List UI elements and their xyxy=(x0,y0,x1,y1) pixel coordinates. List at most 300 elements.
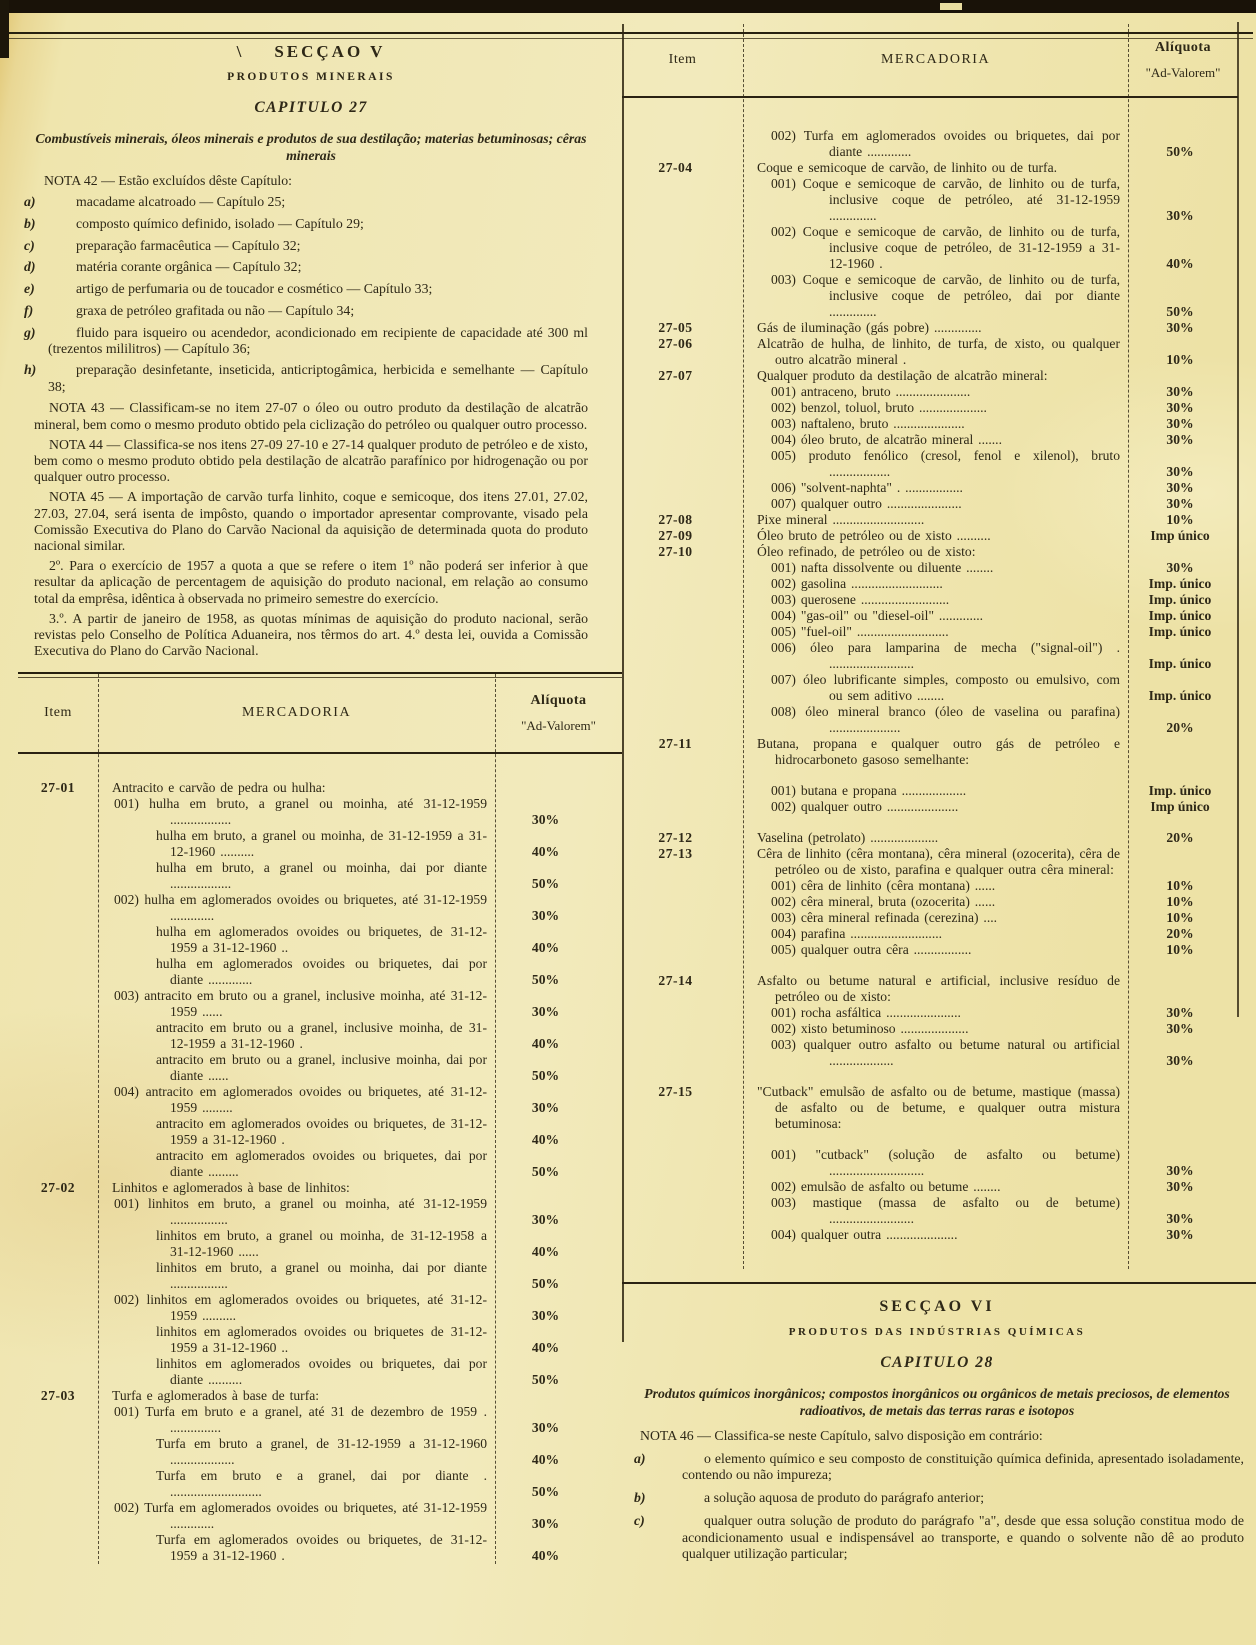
note-paragraph: 2º. Para o exercício de 1957 a quota a que se refere o item 1º não poderá ser inferior à que resultar da aplicação de percentagem de aquisição do produto nacional, em relação ao consumo total da emprêsa, idêntica à observada no primeiro semestre do exercício. xyxy=(34,558,588,606)
note-item-label: c) xyxy=(24,237,35,253)
table-row xyxy=(622,272,1238,320)
rate-value: 30% xyxy=(1166,560,1194,575)
subitem-number: 004) xyxy=(771,432,796,447)
rate-value: 30% xyxy=(531,908,560,924)
table-row xyxy=(18,1260,622,1292)
item-code: 27-08 xyxy=(658,512,693,527)
table-row xyxy=(622,1021,1238,1037)
subitem-number: 007) xyxy=(771,496,796,511)
note-item-label: f) xyxy=(24,302,34,318)
header-aliquota-line1: Alíquota xyxy=(1154,39,1212,55)
mercadoria-text: 002) benzol, toluol, bruto .................... xyxy=(771,400,987,415)
subitem-number: 008) xyxy=(771,704,796,719)
header-aliquota-line2: "Ad-Valorem" xyxy=(521,717,596,733)
chapter-description: Produtos químicos inorgânicos; compostos inorgânicos ou orgânicos de metais preciosos, de elementos radioativos, de metais das terras raras e isotopos xyxy=(644,1385,1230,1418)
mercadoria-text: 001) Coque e semicoque de carvão, de linhito ou de turfa, inclusive coque de petróleo, até 31-12-1959 .............. xyxy=(771,176,1120,223)
table-row xyxy=(18,1500,622,1532)
header-aliquota xyxy=(1128,40,1238,81)
table-row xyxy=(622,224,1238,272)
subitem-number: 001) xyxy=(771,1147,796,1162)
mercadoria-text: 002) emulsão de asfalto ou betume ........ xyxy=(771,1179,1001,1194)
left-table-column-rule-2 xyxy=(495,674,496,1564)
mercadoria-text: 002) Turfa em aglomerados ovoides ou briquetes, até 31-12-1959 ............. xyxy=(114,1500,487,1532)
table-row xyxy=(622,336,1238,368)
note-item-label: a) xyxy=(24,194,36,210)
table-row xyxy=(622,176,1238,224)
header-aliquota-line1: Alíquota xyxy=(530,692,587,708)
table-row xyxy=(18,1116,622,1148)
rate-value: 30% xyxy=(1166,384,1194,399)
mercadoria-text: hulha em bruto, a granel ou moinha, dai por diante .................. xyxy=(156,860,487,892)
table-row xyxy=(18,1052,622,1084)
table-row xyxy=(622,672,1238,704)
mercadoria-text: antracito em aglomerados ovoides ou briquetes, dai por diante ......... xyxy=(156,1148,487,1180)
mercadoria-text: Óleo bruto de petróleo ou de xisto .......... xyxy=(757,528,991,543)
rate-value: 10% xyxy=(1166,878,1194,893)
table-row xyxy=(18,860,622,892)
right-tariff-table xyxy=(622,24,1238,1269)
table-row xyxy=(622,1037,1238,1069)
subitem-number: 006) xyxy=(771,640,796,655)
left-table-body xyxy=(18,754,622,1564)
rate-value: 40% xyxy=(531,1452,560,1468)
mercadoria-text: linhitos em bruto, a granel ou moinha, dai por diante ................. xyxy=(156,1260,487,1292)
mercadoria-text: 003) qualquer outro asfalto ou betume natural ou artificial ................... xyxy=(771,1037,1120,1068)
note-item-label: a) xyxy=(634,1450,646,1466)
mercadoria-text: Óleo refinado, de petróleo ou de xisto: xyxy=(757,544,976,559)
subitem-number: 004) xyxy=(771,926,796,941)
table-row xyxy=(18,828,622,860)
mercadoria-text: Turfa e aglomerados à base de turfa: xyxy=(112,1388,320,1404)
rate-value: 50% xyxy=(531,1484,560,1500)
item-code: 27-03 xyxy=(40,1388,76,1404)
mercadoria-text: 004) "gas-oil" ou "diesel-oil" ............. xyxy=(771,608,984,623)
mercadoria-text: 007) qualquer outro ...................... xyxy=(771,496,962,511)
mercadoria-text: 002) hulha em aglomerados ovoides ou briquetes, até 31-12-1959 ............. xyxy=(114,892,487,924)
mercadoria-text: Coque e semicoque de carvão, de linhito ou de turfa. xyxy=(757,160,1058,175)
right-table-body xyxy=(622,98,1238,1269)
mercadoria-text: 001) Turfa em bruto e a granel, até 31 de dezembro de 1959 . ............... xyxy=(114,1404,487,1436)
subitem-number: 005) xyxy=(771,624,796,639)
rate-value: 30% xyxy=(1166,1053,1194,1068)
rate-value: Imp. único xyxy=(1148,688,1212,703)
right-table-column-rule-1 xyxy=(743,24,744,1269)
rate-value: 20% xyxy=(1166,926,1194,941)
chapter-description: Combustíveis minerais, óleos minerais e produtos de sua destilação; materias betuminosas; cêras minerais xyxy=(35,130,587,163)
mercadoria-text: 001) cêra de linhito (cêra montana) ...... xyxy=(771,878,996,893)
scan-corner-smudge xyxy=(0,0,9,58)
rate-value: 30% xyxy=(1166,1021,1194,1036)
table-row xyxy=(622,480,1238,496)
header-item: Item xyxy=(44,705,72,721)
mercadoria-text: Cêra de linhito (cêra montana), cêra mineral (ozocerita), cêra de petróleo ou de xisto, parafina e qualquer outra cêra mineral: xyxy=(757,846,1120,877)
table-row xyxy=(622,783,1238,799)
section-vi xyxy=(630,1299,1244,1562)
table-row xyxy=(622,1179,1238,1195)
subitem-number: 003) xyxy=(771,1037,796,1052)
subitem-number: 001) xyxy=(771,878,796,893)
note-item: g) fluido para isqueiro ou acendedor, acondicionado em recipiente de capacidade até 300 ml (trezentos mililitros) — Capítulo 36; xyxy=(24,324,588,356)
table-row xyxy=(622,830,1238,846)
table-row xyxy=(18,956,622,988)
table-row xyxy=(18,924,622,956)
note-item-label: b) xyxy=(634,1490,646,1506)
mercadoria-text: 006) "solvent-naphta" . ................. xyxy=(771,480,963,495)
mercadoria-text: 004) parafina ........................... xyxy=(771,926,943,941)
section-title: \ SECÇAO V xyxy=(236,42,386,61)
right-table-header xyxy=(622,24,1238,98)
mercadoria-text: 003) naftaleno, bruto ..................... xyxy=(771,416,965,431)
table-row xyxy=(622,1227,1238,1243)
rate-value: 30% xyxy=(1166,400,1194,415)
mercadoria-text: 001) nafta dissolvente ou diluente ........ xyxy=(771,560,994,575)
table-row xyxy=(18,1388,622,1404)
item-code: 27-01 xyxy=(40,780,76,796)
table-row xyxy=(18,1324,622,1356)
table-row xyxy=(622,560,1238,576)
subitem-number: 002) xyxy=(771,576,796,591)
table-row xyxy=(622,926,1238,942)
subitem-number: 002) xyxy=(771,224,796,239)
subitem-number: 004) xyxy=(771,608,796,623)
mercadoria-text: Qualquer produto da destilação de alcatrão mineral: xyxy=(757,368,1048,383)
note-item-label: d) xyxy=(24,259,36,275)
rate-value: Imp. único xyxy=(1148,783,1212,798)
table-row xyxy=(18,1436,622,1468)
table-row xyxy=(622,799,1238,815)
mercadoria-text: Antracito e carvão de pedra ou hulha: xyxy=(112,780,326,796)
page-top-cutoff-band xyxy=(0,0,1256,13)
mercadoria-text: 003) mastique (massa de asfalto ou de betume) ......................... xyxy=(771,1195,1120,1226)
header-mercadoria: MERCADORIA xyxy=(241,705,352,721)
right-column xyxy=(622,24,1256,1569)
rate-value: 10% xyxy=(1166,352,1194,367)
item-code: 27-02 xyxy=(40,1180,76,1196)
note-item: c) preparação farmacêutica — Capítulo 32; xyxy=(24,237,301,253)
item-code: 27-07 xyxy=(658,368,693,383)
table-row xyxy=(18,1532,622,1564)
rate-value: 30% xyxy=(1166,1227,1194,1242)
subitem-number: 001) xyxy=(771,1005,796,1020)
mercadoria-text: Gás de iluminação (gás pobre) .............. xyxy=(757,320,982,335)
note-item-label: g) xyxy=(24,324,36,340)
table-row xyxy=(622,448,1238,480)
table-row xyxy=(622,942,1238,958)
nota-42-intro: NOTA 42 — Estão excluídos dêste Capítulo: xyxy=(44,172,292,188)
note-paragraph: NOTA 45 — A importação de carvão turfa linhito, coque e semicoque, dos itens 27.01, 27.02, 27.03, 27.04, será isenta de impôsto, quando o importador apresentar comprovante, visado pela Comissão Executiva do Plano do Carvão Nacional da aquisição de determinada quota do produto nacional similar. xyxy=(34,489,588,553)
table-row xyxy=(18,1404,622,1436)
note-paragraph: NOTA 43 — Classificam-se no item 27-07 o óleo ou outro produto da destilação de alcatrão mineral, bem como o mesmo produto obtido pela ciclização do petróleo ou qualquer outro processo. xyxy=(34,400,588,432)
mercadoria-text: 003) Coque e semicoque de carvão, de linhito ou de turfa, inclusive coque de petróleo, dai por diante .............. xyxy=(771,272,1120,319)
mercadoria-text: 005) "fuel-oil" ........................... xyxy=(771,624,949,639)
nota-46-intro: NOTA 46 — Classifica-se neste Capítulo, salvo disposição em contrário: xyxy=(640,1427,1043,1443)
subitem-number: 002) xyxy=(771,799,796,814)
rate-value: 50% xyxy=(1166,144,1194,159)
left-table-column-rule-1 xyxy=(98,674,99,1564)
table-row xyxy=(18,1468,622,1500)
note-item: a) macadame alcatroado — Capítulo 25; xyxy=(24,194,286,210)
table-row xyxy=(622,576,1238,592)
rate-value: 10% xyxy=(1166,512,1194,527)
mercadoria-text: antracito em aglomerados ovoides ou briquetes, de 31-12-1959 a 31-12-1960 . xyxy=(156,1116,487,1148)
note-item: d) matéria corante orgânica — Capítulo 32; xyxy=(24,259,302,275)
subitem-number: 002) xyxy=(771,128,796,143)
mercadoria-text: 004) qualquer outra ..................... xyxy=(771,1227,958,1242)
subitem-number: 001) xyxy=(771,384,796,399)
note-paragraph: NOTA 44 — Classifica-se nos itens 27-09 27-10 e 27-14 qualquer produto de petróleo e de xisto, bem como o mesmo produto obtido pela destilação de alcatrão parafínico por hidrogenação ou por qualquer outro processo. xyxy=(34,436,588,485)
left-tariff-table xyxy=(18,672,622,1564)
rate-value: 50% xyxy=(531,1276,560,1292)
table-row xyxy=(622,1005,1238,1021)
table-row xyxy=(622,320,1238,336)
item-code: 27-09 xyxy=(658,528,693,543)
table-row xyxy=(18,1356,622,1388)
subitem-number: 003) xyxy=(771,272,796,287)
rate-value: 30% xyxy=(1166,416,1194,431)
mercadoria-text: Turfa em aglomerados ovoides ou briquetes, de 31-12-1959 a 31-12-1960 . xyxy=(156,1532,487,1564)
rate-value: 40% xyxy=(531,844,560,860)
table-row xyxy=(622,528,1238,544)
table-row xyxy=(622,544,1238,560)
table-row xyxy=(622,878,1238,894)
mercadoria-text: 002) qualquer outro ..................... xyxy=(771,799,959,814)
table-row xyxy=(622,592,1238,608)
rate-value: Imp. único xyxy=(1148,608,1212,623)
mercadoria-text: 007) óleo lubrificante simples, composto ou emulsivo, com ou sem aditivo ........ xyxy=(771,672,1120,703)
rate-value: Imp. único xyxy=(1148,592,1212,607)
mercadoria-text: 001) hulha em bruto, a granel ou moinha, até 31-12-1959 .................. xyxy=(114,796,487,828)
rate-value: 30% xyxy=(1166,480,1194,495)
section-subtitle: PRODUTOS DAS INDÚSTRIAS QUÍMICAS xyxy=(788,1326,1086,1339)
rate-value: 30% xyxy=(1166,1005,1194,1020)
subitem-number: 002) xyxy=(771,894,796,909)
table-row xyxy=(622,368,1238,384)
rate-value: 20% xyxy=(1166,720,1194,735)
rate-value: 30% xyxy=(1166,1211,1194,1226)
rate-value: 30% xyxy=(531,1516,560,1532)
table-row xyxy=(622,496,1238,512)
left-column xyxy=(18,44,622,1564)
subitem-number: 002) xyxy=(771,1021,796,1036)
rate-value: 30% xyxy=(1166,496,1194,511)
table-row xyxy=(18,1084,622,1116)
note-item: b) composto químico definido, isolado — Capítulo 29; xyxy=(24,216,364,232)
mercadoria-text: 001) butana e propana ................... xyxy=(771,783,967,798)
mercadoria-text: Linhitos e aglomerados à base de linhitos: xyxy=(112,1180,350,1196)
nota-42-items xyxy=(24,194,588,395)
item-code: 27-14 xyxy=(658,973,693,988)
rate-value: 30% xyxy=(531,1004,560,1020)
notes-paragraphs xyxy=(34,400,588,659)
note-item-label: e) xyxy=(24,281,35,297)
note-item: a) o elemento químico e seu composto de constituição química definida, apresentado isoladamente, contendo ou não impureza; xyxy=(634,1450,1244,1483)
section-vi-top-rule xyxy=(622,1282,1256,1284)
mercadoria-text: antracito em bruto ou a granel, inclusive moinha, de 31-12-1959 a 31-12-1960 . xyxy=(156,1020,487,1052)
rate-value: 30% xyxy=(1166,1163,1194,1178)
section-subtitle: PRODUTOS MINERAIS xyxy=(227,71,395,84)
mercadoria-text: 001) linhitos em bruto, a granel ou moinha, até 31-12-1959 ................. xyxy=(114,1196,487,1228)
subitem-number: 004) xyxy=(771,1227,796,1242)
note-item-label: c) xyxy=(634,1513,645,1529)
mercadoria-text: 001) antraceno, bruto ...................... xyxy=(771,384,971,399)
note-paragraph: 3.º. A partir de janeiro de 1958, as quotas mínimas de aquisição do produto nacional, serão revistas pelo Conselho de Política Aduaneira, nos têrmos do art. 4.º desta lei, ouvida a Comissão Executiva do Plano do Carvão Nacional. xyxy=(34,610,588,659)
mercadoria-text: linhitos em aglomerados ovoides ou briquetes de 31-12-1959 a 31-12-1960 .. xyxy=(156,1324,487,1356)
rate-value: Imp. único xyxy=(1148,576,1212,591)
mercadoria-text: linhitos em aglomerados ovoides ou briquetes, dai por diante .......... xyxy=(156,1356,487,1388)
mercadoria-text: Vaselina (petrolato) .................... xyxy=(757,830,939,845)
rate-value: 30% xyxy=(531,1420,560,1436)
table-row xyxy=(622,894,1238,910)
item-code: 27-15 xyxy=(658,1084,693,1099)
header-aliquota-line2: "Ad-Valorem" xyxy=(1145,64,1221,80)
mercadoria-text: 008) óleo mineral branco (óleo de vaselina ou parafina) ..................... xyxy=(771,704,1120,735)
subitem-number: 002) xyxy=(114,892,139,908)
rate-value: 30% xyxy=(531,1212,560,1228)
subitem-number: 002) xyxy=(771,400,796,415)
subitem-number: 002) xyxy=(114,1500,139,1516)
subitem-number: 001) xyxy=(114,1196,139,1212)
table-row xyxy=(622,432,1238,448)
subitem-number: 006) xyxy=(771,480,796,495)
subitem-number: 002) xyxy=(114,1292,139,1308)
mercadoria-text: Alcatrão de hulha, de linhito, de turfa, de xisto, ou qualquer outro alcatrão mineral . xyxy=(757,336,1120,367)
item-code: 27-12 xyxy=(658,830,693,845)
subitem-number: 003) xyxy=(771,910,796,925)
table-row xyxy=(622,512,1238,528)
mercadoria-text: linhitos em bruto, a granel ou moinha, de 31-12-1958 a 31-12-1960 ...... xyxy=(156,1228,487,1260)
rate-value: 50% xyxy=(531,876,560,892)
mercadoria-text: 003) querosene .......................... xyxy=(771,592,950,607)
rate-value: 40% xyxy=(531,1340,560,1356)
subitem-number: 002) xyxy=(771,1179,796,1194)
rate-value: 30% xyxy=(531,1100,560,1116)
item-code: 27-05 xyxy=(658,320,693,335)
table-row xyxy=(622,640,1238,672)
rate-value: 30% xyxy=(1166,464,1194,479)
table-row xyxy=(18,1020,622,1052)
table-row xyxy=(18,892,622,924)
table-row xyxy=(622,910,1238,926)
mercadoria-text: antracito em bruto ou a granel, inclusive moinha, dai por diante ...... xyxy=(156,1052,487,1084)
rate-value: 10% xyxy=(1166,910,1194,925)
subitem-number: 003) xyxy=(771,416,796,431)
rate-value: 10% xyxy=(1166,894,1194,909)
mercadoria-text: 001) rocha asfáltica ...................... xyxy=(771,1005,961,1020)
header-item: Item xyxy=(668,52,697,67)
note-item: h) preparação desinfetante, inseticida, anticriptogâmica, herbicida e semelhante — Capítulo 38; xyxy=(24,362,588,394)
rate-value: 50% xyxy=(531,1164,560,1180)
table-row xyxy=(622,973,1238,1005)
rate-value: Imp. único xyxy=(1148,656,1212,671)
mercadoria-text: 002) Coque e semicoque de carvão, de linhito ou de turfa, inclusive coque de petróleo, de 31-12-1959 a 31-12-1960 . xyxy=(771,224,1120,271)
table-row xyxy=(622,624,1238,640)
mercadoria-text: 002) Turfa em aglomerados ovoides ou briquetes, dai por diante ............. xyxy=(771,128,1120,159)
note-item: f) graxa de petróleo grafitada ou não — Capítulo 34; xyxy=(24,302,355,318)
mercadoria-text: 005) produto fenólico (cresol, fenol e xilenol), bruto .................. xyxy=(771,448,1120,479)
mercadoria-text: 006) óleo para lamparina de mecha ("signal-oil") . ......................... xyxy=(771,640,1120,671)
mercadoria-text: 004) óleo bruto, de alcatrão mineral ....... xyxy=(771,432,1002,447)
mercadoria-text: "Cutback" emulsão de asfalto ou de betume, mastique (massa) de asfalto ou de betume, e qualquer outra mistura betuminosa: xyxy=(757,1084,1120,1131)
rate-value: 40% xyxy=(531,940,560,956)
rate-value: Imp. único xyxy=(1148,624,1212,639)
mercadoria-text: Turfa em bruto e a granel, dai por diante . ........................... xyxy=(156,1468,487,1500)
rate-value: 50% xyxy=(531,1068,560,1084)
header-mercadoria: MERCADORIA xyxy=(880,52,991,67)
mercadoria-text: hulha em aglomerados ovoides ou briquetes, dai por diante ............. xyxy=(156,956,487,988)
section-v-heading xyxy=(34,44,588,117)
section-title: SECÇAO VI xyxy=(879,1298,995,1315)
rate-value: Imp único xyxy=(1150,528,1210,543)
mercadoria-text: hulha em bruto, a granel ou moinha, de 31-12-1959 a 31-12-1960 .......... xyxy=(156,828,487,860)
chapter-title: CAPITULO 28 xyxy=(880,1354,994,1372)
subitem-number: 007) xyxy=(771,672,796,687)
item-code: 27-13 xyxy=(658,846,693,861)
subitem-number: 001) xyxy=(771,560,796,575)
note-item: c) qualquer outra solução de produto do parágrafo "a", desde que essa solução constitua modo de acondicionamento usual e indispensável ao transporte, e quando o solvente não dê ao produto qualquer utilização particular; xyxy=(634,1513,1244,1561)
right-table-column-rule-2 xyxy=(1128,24,1129,1269)
mercadoria-text: Pixe mineral ........................... xyxy=(757,512,925,527)
note-item: e) artigo de perfumaria ou de toucador e cosmético — Capítulo 33; xyxy=(24,281,433,297)
rate-value: 20% xyxy=(1166,830,1194,845)
rate-value: 30% xyxy=(1166,208,1194,223)
table-row xyxy=(622,416,1238,432)
table-row xyxy=(18,780,622,796)
mercadoria-text: 003) antracito em bruto ou a granel, inclusive moinha, até 31-12-1959 ...... xyxy=(114,988,487,1020)
table-row xyxy=(622,704,1238,736)
rate-value: 30% xyxy=(531,812,560,828)
mercadoria-text: Turfa em bruto a granel, de 31-12-1959 a 31-12-1960 ................... xyxy=(156,1436,487,1468)
item-code: 27-11 xyxy=(658,736,693,751)
rate-value: 30% xyxy=(1166,320,1194,335)
mercadoria-text: 005) qualquer outra cêra ................. xyxy=(771,942,972,957)
mercadoria-text: Asfalto ou betume natural e artificial, inclusive resíduo de petróleo ou de xisto: xyxy=(757,973,1120,1004)
note-item: b) a solução aquosa de produto do parágrafo anterior; xyxy=(634,1490,985,1506)
table-row xyxy=(18,988,622,1020)
section-vi-heading xyxy=(630,1299,1244,1372)
table-row xyxy=(622,736,1238,768)
mercadoria-text: 002) gasolina ........................... xyxy=(771,576,943,591)
mercadoria-text: 002) cêra mineral, bruta (ozocerita) ...... xyxy=(771,894,996,909)
chapter-title: CAPITULO 27 xyxy=(254,99,368,117)
subitem-number: 001) xyxy=(114,1404,139,1420)
note-item-label: b) xyxy=(24,216,36,232)
table-row xyxy=(18,1196,622,1228)
scan-mark: \ xyxy=(236,42,245,61)
table-row xyxy=(18,1292,622,1324)
table-row xyxy=(622,1084,1238,1132)
subitem-number: 003) xyxy=(771,592,796,607)
subitem-number: 005) xyxy=(771,448,796,463)
mercadoria-text: Butana, propana e qualquer outro gás de petróleo e hidrocarboneto gasoso semelhante: xyxy=(757,736,1120,767)
section-v-intro xyxy=(24,42,588,659)
subitem-number: 001) xyxy=(771,783,796,798)
table-row xyxy=(622,160,1238,176)
item-code: 27-04 xyxy=(658,160,693,175)
header-aliquota xyxy=(495,693,622,734)
mercadoria-text: 003) cêra mineral refinada (cerezina) .... xyxy=(771,910,998,925)
subitem-number: 001) xyxy=(771,176,796,191)
subitem-number: 004) xyxy=(114,1084,139,1100)
mercadoria-text: hulha em aglomerados ovoides ou briquetes, de 31-12-1959 a 31-12-1960 .. xyxy=(156,924,487,956)
rate-value: 30% xyxy=(1166,432,1194,447)
table-row xyxy=(622,400,1238,416)
table-row xyxy=(622,384,1238,400)
nota-46-items xyxy=(630,1451,1244,1562)
item-code: 27-06 xyxy=(658,336,693,351)
table-row xyxy=(18,796,622,828)
table-row xyxy=(18,1148,622,1180)
mercadoria-text: 002) xisto betuminoso .................... xyxy=(771,1021,969,1036)
